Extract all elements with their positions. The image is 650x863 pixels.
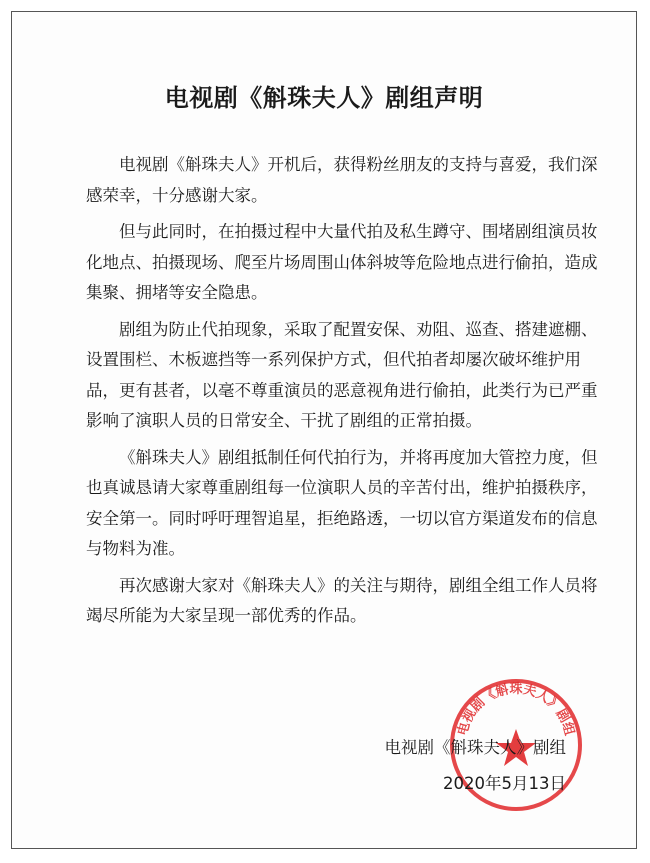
statement-page (11, 11, 637, 849)
seal-text: 电视剧《斛珠夫人》剧组 (455, 682, 577, 738)
statement-body (86, 150, 598, 638)
paragraph-3: 剧组为防止代拍现象，采取了配置安保、劝阻、巡查、搭建遮棚、设置围栏、木板遮挡等一系列保护方式，但代拍者却屡次破坏维护用品，更有甚者，以毫不尊重演员的恶意视角进行偷拍，此类行为已严重影响了演职人员的日常安全、干扰了剧组的正常拍摄。 (86, 319, 598, 430)
paragraph-1: 电视剧《斛珠夫人》开机后，获得粉丝朋友的支持与喜爱，我们深感荣幸，十分感谢大家。 (86, 155, 598, 205)
paragraph-4: 《斛珠夫人》剧组抵制任何代拍行为，并将再度加大管控力度，但也真诚恳请大家尊重剧组每一位演职人员的辛苦付出，维护拍摄秩序，安全第一。同时呼吁理智追星，拒绝路透，一切以官方渠道发布的信息与物料为准。 (86, 447, 598, 558)
signature-date: 2020年5月13日 (443, 774, 566, 793)
paragraph-5: 再次感谢大家对《斛珠夫人》的关注与期待，剧组全组工作人员将竭尽所能为大家呈现一部优秀的作品。 (86, 575, 598, 625)
svg-text:电视剧《斛珠夫人》剧组 (454, 681, 577, 737)
document-title: 电视剧《斛珠夫人》剧组声明 (164, 84, 484, 112)
signature-org: 电视剧《斛珠夫人》剧组 (384, 738, 566, 757)
paragraph-2: 但与此同时，在拍摄过程中大量代拍及私生蹲守、围堵剧组演员妆化地点、拍摄现场、爬至片场周围山体斜坡等危险地点进行偷拍，造成集聚、拥堵等安全隐患。 (86, 222, 598, 302)
